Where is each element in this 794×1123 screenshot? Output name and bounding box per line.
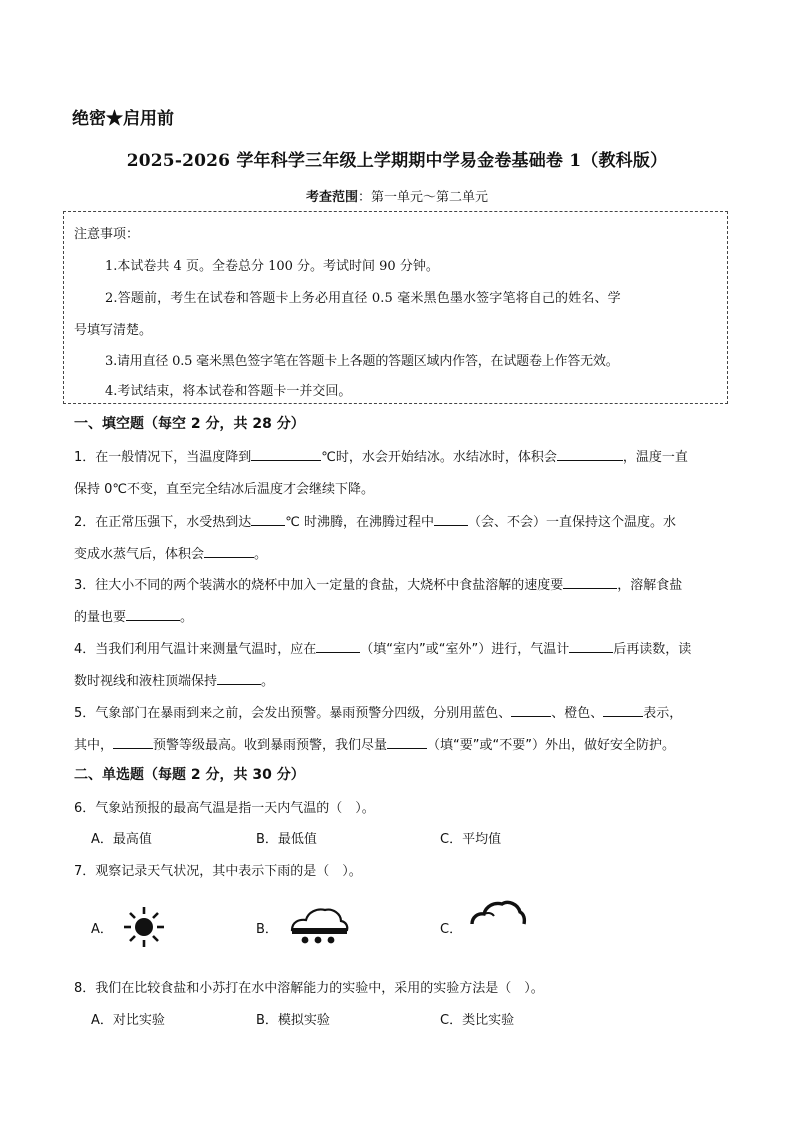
notice-heading: 注意事项：: [74, 227, 140, 242]
answer-blank: [569, 640, 613, 653]
question-text: 3．往大小不同的两个装满水的烧杯中加入一定量的食盐，大烧杯中食盐溶解的速度要: [74, 578, 564, 593]
question-5-line-2: [74, 734, 675, 753]
question-text: ，溶解食盐: [617, 578, 683, 593]
notice-item: 1.本试卷共 4 页。全卷总分 100 分。考试时间 90 分钟。: [105, 259, 439, 274]
question-text: 。: [261, 674, 275, 689]
answer-blank: [251, 513, 285, 526]
cloudy-icon: [470, 900, 526, 928]
answer-blank: [557, 448, 623, 461]
question-text: 后再读数，读: [613, 642, 692, 657]
answer-blank: [511, 704, 551, 717]
question-2-line-2: [74, 543, 267, 562]
option-b[interactable]: B．模拟实验: [256, 1013, 330, 1028]
question-1-line-2: 保持 0℃不变，直至完全结冰后温度才会继续下降。: [74, 482, 375, 497]
question-4-line-1: [74, 638, 691, 657]
question-text: ，温度一直: [622, 450, 688, 465]
question-6-stem: 6．气象站预报的最高气温是指一天内气温的（ ）。: [74, 801, 375, 816]
exam-title: 2025-2026 学年科学三年级上学期期中学易金卷基础卷 1（教科版）: [126, 151, 668, 171]
question-text: 、橙色、: [551, 706, 604, 721]
answer-blank: [204, 545, 254, 558]
notice-item: 3.请用直径 0.5 毫米黑色签字笔在答题卡上各题的答题区域内作答，在试题卷上作答无效。: [105, 354, 619, 369]
notice-item: 2.答题前，考生在试卷和答题卡上务必用直径 0.5 毫米黑色墨水签字笔将自己的姓名、学: [105, 291, 621, 306]
option-c[interactable]: C．: [440, 922, 463, 937]
question-1-line-1: [74, 446, 688, 465]
question-text: ℃ 时沸腾，在沸腾过程中: [285, 515, 435, 530]
question-text: 5．气象部门在暴雨到来之前，会发出预警。暴雨预警分四级，分别用蓝色、: [74, 706, 512, 721]
question-text: 。: [180, 610, 194, 625]
answer-blank: [126, 608, 180, 621]
question-text: 的量也要: [74, 610, 127, 625]
question-text: 1．在一般情况下，当温度降到: [74, 450, 252, 465]
question-8-stem: 8．我们在比较食盐和小苏打在水中溶解能力的实验中，采用的实验方法是（ ）。: [74, 981, 544, 996]
question-text: 数时视线和液柱顶端保持: [74, 674, 218, 689]
question-5-line-1: [74, 702, 682, 721]
question-3-line-1: [74, 574, 682, 593]
question-7-stem: 7．观察记录天气状况，其中表示下雨的是（ ）。: [74, 864, 362, 879]
question-text: （填“要”或“不要”）外出，做好安全防护。: [427, 738, 675, 753]
notice-box: [63, 211, 728, 404]
question-text: 预警等级最高。收到暴雨预警，我们尽量: [153, 738, 388, 753]
option-c[interactable]: C．平均值: [440, 832, 502, 847]
question-text: 4．当我们利用气温计来测量气温时，应在: [74, 642, 317, 657]
answer-blank: [387, 736, 427, 749]
question-text: 其中，: [74, 738, 114, 753]
question-2-line-1: [74, 511, 676, 530]
question-text: ℃时，水会开始结冰。水结冰时，体积会: [321, 450, 557, 465]
exam-scope: [0, 186, 794, 205]
option-b[interactable]: B．最低值: [256, 832, 317, 847]
section-heading-fill-blank: 一、填空题（每空 2 分，共 28 分）: [74, 416, 305, 432]
option-a[interactable]: A．对比实验: [91, 1013, 165, 1028]
answer-blank: [316, 640, 360, 653]
question-3-line-2: [74, 606, 193, 625]
answer-blank: [434, 513, 468, 526]
option-c[interactable]: C．类比实验: [440, 1013, 515, 1028]
answer-blank: [251, 448, 321, 461]
question-text: 。: [254, 547, 268, 562]
notice-item: 号填写清楚。: [74, 323, 153, 338]
question-text: 变成水蒸气后，体积会: [74, 547, 205, 562]
answer-blank: [113, 736, 153, 749]
question-4-line-2: [74, 670, 274, 689]
scope-label: 考查范围: [305, 190, 358, 205]
answer-blank: [563, 576, 617, 589]
rain-cloud-icon: [289, 906, 349, 946]
question-text: （会、不会）一直保持这个温度。水: [468, 515, 677, 530]
answer-blank: [603, 704, 643, 717]
option-a[interactable]: A．最高值: [91, 832, 152, 847]
question-text: （填“室内”或“室外”）进行，气温计: [360, 642, 570, 657]
answer-blank: [217, 672, 261, 685]
sunny-icon: [122, 905, 166, 949]
question-text: 表示，: [643, 706, 683, 721]
option-a[interactable]: A．: [91, 922, 113, 937]
option-b[interactable]: B．: [256, 922, 278, 937]
notice-item: 4.考试结束，将本试卷和答题卡一并交回。: [105, 384, 352, 399]
scope-value: ：第一单元～第二单元: [358, 190, 489, 205]
confidential-mark: 绝密★启用前: [72, 109, 174, 129]
section-heading-single-choice: 二、单选题（每题 2 分，共 30 分）: [74, 767, 305, 783]
question-text: 2．在正常压强下，水受热到达: [74, 515, 252, 530]
